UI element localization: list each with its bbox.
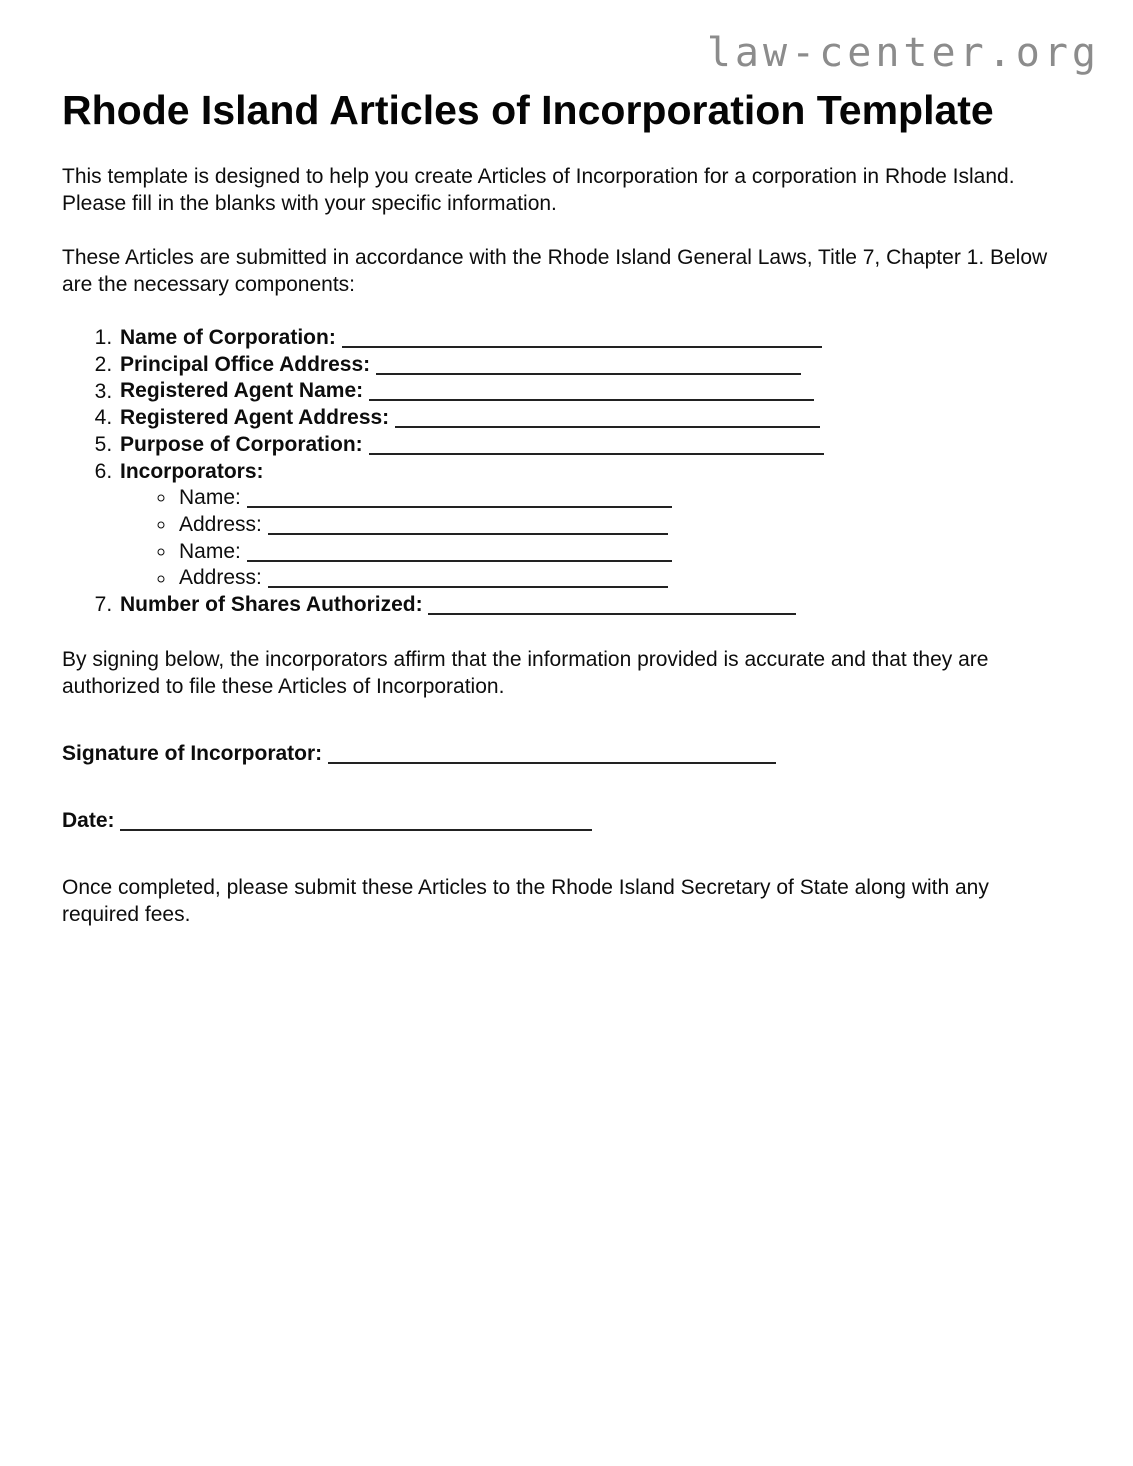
list-item-label: Registered Agent Name: (120, 379, 364, 403)
list-item-label: Incorporators: (120, 459, 264, 483)
blank-line-registered-agent-address (395, 405, 820, 428)
list-item-label: Name of Corporation: (120, 326, 336, 350)
list-item-name-of-corporation (118, 325, 1070, 352)
date-label: Date: (62, 808, 115, 832)
signature-row (62, 740, 1070, 767)
list-item-label: Principal Office Address: (120, 352, 371, 376)
intro-paragraph-2: These Articles are submitted in accordance with the Rhode Island General Laws, Title 7, Chapter 1. Below are the necessary components: (62, 246, 1048, 296)
blank-line-name-of-corporation (342, 325, 822, 348)
intro-paragraph-1: This template is designed to help you create Articles of Incorporation for a corporation in Rhode Island. Please fill in the blanks with your specific information. (62, 165, 1015, 215)
blank-line-incorporator-name-1 (247, 485, 672, 508)
page-title: Rhode Island Articles of Incorporation Template (62, 87, 994, 133)
sub-item-name-1 (177, 485, 1070, 512)
blank-line-date (120, 808, 592, 831)
sub-item-address-1 (177, 512, 1070, 539)
blank-line-number-of-shares (428, 592, 796, 615)
list-item-purpose-of-corporation (118, 432, 1070, 459)
list-item-incorporators (118, 459, 1070, 592)
closing-paragraph: Once completed, please submit these Articles to the Rhode Island Secretary of State along with any required fees. (62, 875, 989, 926)
sub-item-name-2 (177, 539, 1070, 566)
sub-item-label: Address: (179, 566, 262, 590)
list-item-registered-agent-address (118, 405, 1070, 432)
signature-label: Signature of Incorporator: (62, 741, 323, 765)
components-list (62, 325, 1070, 619)
sub-item-label: Name: (179, 486, 241, 510)
blank-line-incorporator-address-1 (268, 512, 668, 535)
list-item-label: Purpose of Corporation: (120, 433, 363, 457)
sub-item-label: Name: (179, 539, 241, 563)
list-item-principal-office-address (118, 352, 1070, 379)
affirmation-paragraph: By signing below, the incorporators affirm that the information provided is accurate and that they are authorized to file these Articles of Incorporation. (62, 647, 989, 698)
blank-line-principal-office-address (376, 352, 801, 375)
blank-line-signature (328, 741, 776, 764)
list-item-label: Number of Shares Authorized: (120, 593, 423, 617)
list-item-number-of-shares (118, 592, 1070, 619)
sub-item-label: Address: (179, 513, 262, 537)
date-row (62, 807, 1070, 834)
list-item-registered-agent-name (118, 378, 1070, 405)
blank-line-incorporator-name-2 (247, 539, 672, 562)
list-item-label: Registered Agent Address: (120, 406, 390, 430)
blank-line-incorporator-address-2 (268, 565, 668, 588)
watermark-logo: law-center.org (706, 30, 1100, 76)
blank-line-registered-agent-name (369, 378, 814, 401)
blank-line-purpose-of-corporation (369, 432, 824, 455)
incorporators-sublist (120, 485, 1070, 592)
sub-item-address-2 (177, 565, 1070, 592)
